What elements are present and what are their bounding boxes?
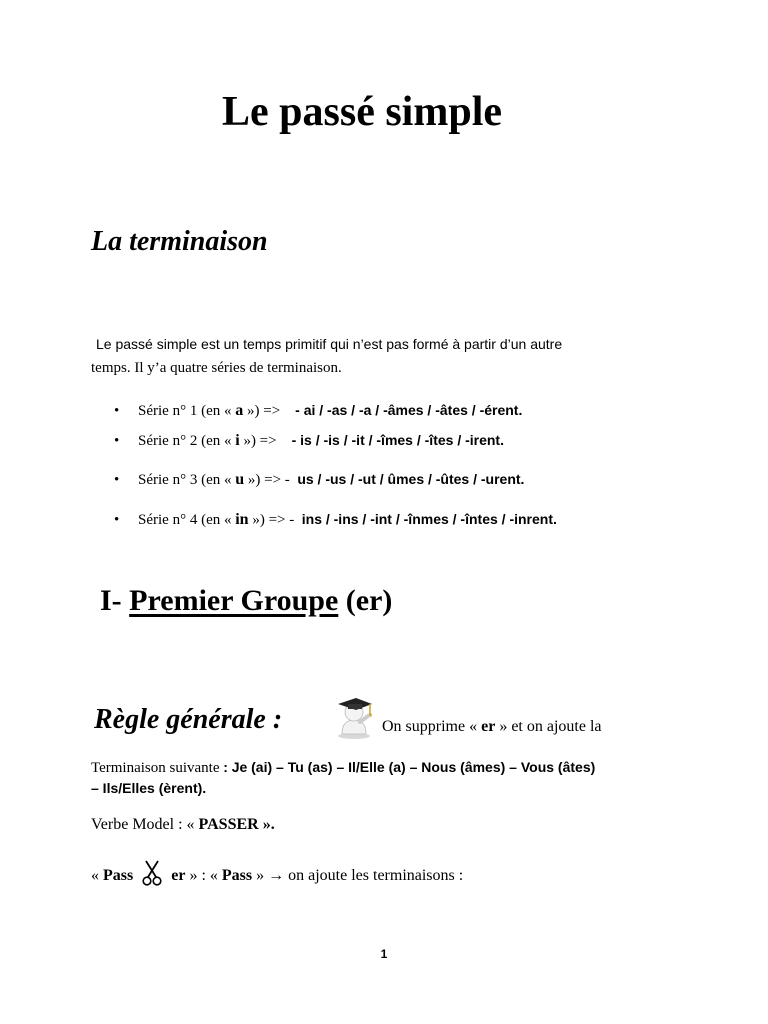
pass-rest: » → on ajoute les terminaisons : bbox=[252, 867, 464, 884]
serie-suffix: ») => - bbox=[248, 512, 295, 528]
intro-line-1: Le passé simple est un temps primitif qui n’est pas formé à partir d’un autre bbox=[96, 336, 563, 352]
terminaison-endings: Je (ai) – Tu (as) – Il/Elle (a) – Nous (âmes) – Vous (âtes) bbox=[231, 759, 596, 775]
serie-vowel: u bbox=[235, 471, 245, 488]
serie-endings: - is / -is / -it / -îmes / -îtes / -irent. bbox=[291, 432, 504, 448]
verbe-value: PASSER ». bbox=[198, 816, 275, 833]
serie-vowel: in bbox=[235, 511, 249, 528]
terminaison-label: Terminaison suivante bbox=[91, 760, 224, 776]
list-item bbox=[114, 511, 557, 529]
serie-prefix: Série n° 3 (en « bbox=[138, 472, 236, 488]
list-item bbox=[114, 471, 524, 489]
pass-stem-2: Pass bbox=[221, 867, 253, 884]
pass-line bbox=[91, 860, 463, 886]
verbe-label: Verbe Model : « bbox=[91, 816, 199, 833]
serie-endings: - ai / -as / -a / -âmes / -âtes / -érent. bbox=[295, 402, 523, 418]
rule-text-before: On supprime « bbox=[382, 718, 482, 735]
pass-mid: » : « bbox=[185, 867, 222, 884]
pass-open: « bbox=[91, 867, 103, 884]
section-heading-terminaison: La terminaison bbox=[91, 226, 268, 257]
rule-heading: Règle générale : bbox=[94, 704, 283, 735]
list-item bbox=[114, 402, 522, 420]
serie-vowel: i bbox=[235, 432, 240, 449]
bullet-icon: • bbox=[114, 472, 120, 488]
group-numeral: I- bbox=[100, 584, 122, 617]
graduate-icon bbox=[330, 692, 378, 740]
serie-prefix: Série n° 4 (en « bbox=[138, 512, 236, 528]
group-heading bbox=[100, 584, 392, 618]
page-title: Le passé simple bbox=[221, 89, 502, 135]
intro-line-2: temps. Il y’a quatre séries de terminaison. bbox=[91, 360, 342, 376]
serie-endings: us / -us / -ut / ûmes / -ûtes / -urent. bbox=[297, 471, 525, 487]
terminaison-line-2: – Ils/Elles (èrent). bbox=[91, 780, 207, 796]
bullet-icon: • bbox=[114, 433, 120, 449]
serie-endings: ins / -ins / -int / -înmes / -întes / -inrent. bbox=[301, 511, 557, 527]
list-item bbox=[114, 432, 504, 450]
rule-text-after: » et on ajoute la bbox=[495, 718, 602, 735]
rule-text-bold: er bbox=[481, 718, 496, 735]
terminaison-colon: : bbox=[223, 759, 228, 775]
serie-suffix: ») => - bbox=[244, 472, 290, 488]
serie-suffix: ») => bbox=[243, 403, 281, 419]
serie-vowel: a bbox=[235, 402, 244, 419]
pass-stem: Pass bbox=[103, 867, 134, 884]
bullet-icon: • bbox=[114, 512, 120, 528]
terminaison-line-1 bbox=[91, 759, 595, 777]
serie-suffix: ») => bbox=[239, 433, 277, 449]
group-suffix: (er) bbox=[345, 584, 393, 617]
serie-prefix: Série n° 1 (en « bbox=[138, 403, 236, 419]
pass-er: er bbox=[171, 867, 186, 884]
serie-prefix: Série n° 2 (en « bbox=[138, 433, 236, 449]
verbe-model bbox=[91, 816, 275, 834]
scissors-icon bbox=[141, 860, 163, 886]
rule-text bbox=[382, 718, 602, 736]
bullet-icon: • bbox=[114, 403, 120, 419]
group-name: Premier Groupe bbox=[129, 584, 339, 617]
page-number: 1 bbox=[380, 947, 388, 961]
